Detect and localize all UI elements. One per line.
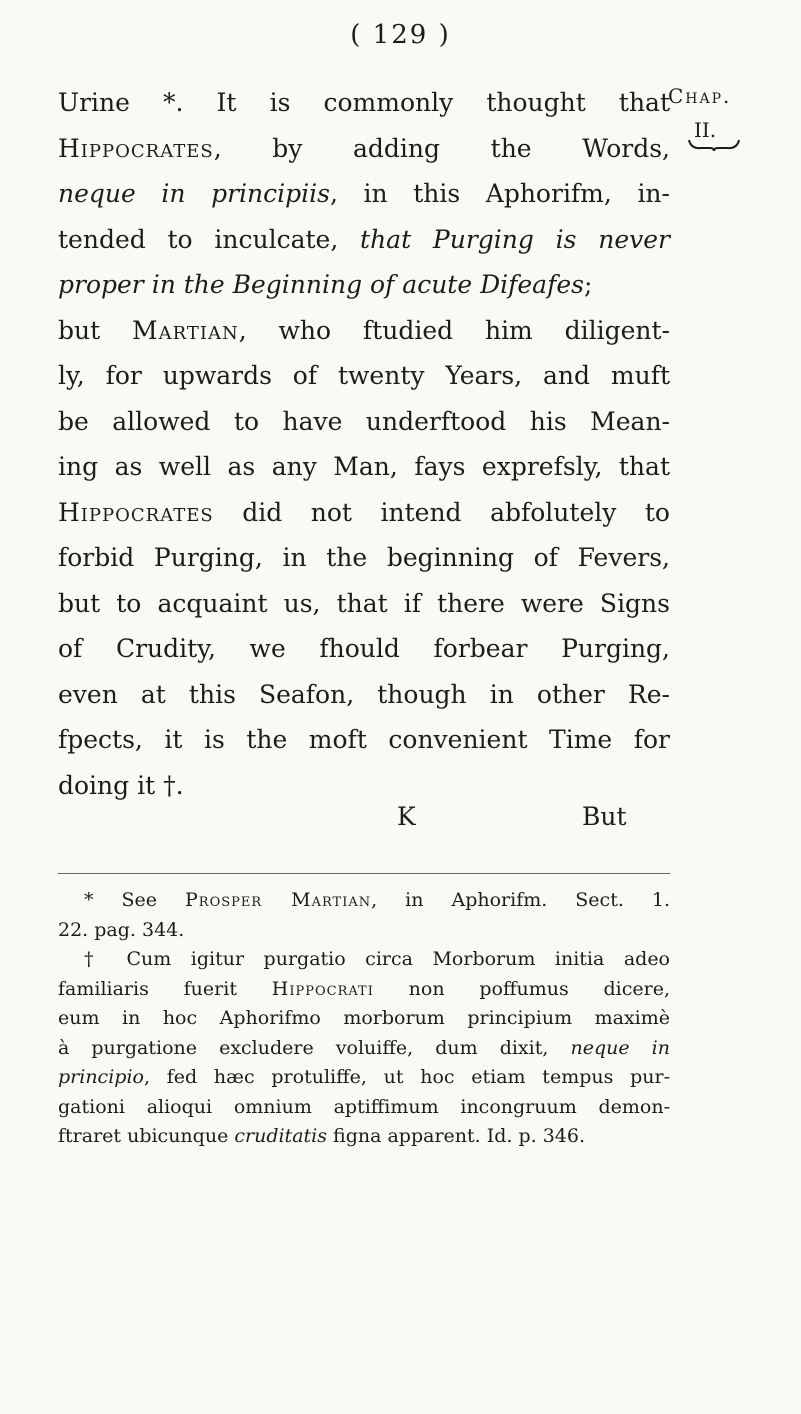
- proper-name: Hippocrates: [58, 133, 214, 163]
- footnote-line: [58, 1004, 670, 1034]
- body-text: [58, 80, 670, 808]
- footnote-rule: [58, 873, 670, 874]
- text-line: [58, 126, 670, 172]
- text-line: [58, 399, 670, 445]
- text-run: † Cum igitur purgatio circa Morborum initia adeo: [84, 948, 670, 970]
- text-run: ;: [583, 270, 593, 299]
- margin-chapter-number: II.: [694, 118, 717, 142]
- footnote-line: [58, 1122, 670, 1152]
- proper-name: Hippocrates: [58, 497, 214, 527]
- text-line: [58, 444, 670, 490]
- text-run: , by adding the Words,: [213, 133, 670, 163]
- margin-brace-icon: [688, 138, 740, 152]
- text-run: ing as well as any Man, fays exprefsly, that: [58, 452, 670, 481]
- catchword: But: [582, 802, 627, 831]
- margin-chapter-label: Chap.: [668, 84, 732, 108]
- text-run: ftraret ubicunque: [58, 1125, 235, 1147]
- italic-text: cruditatis: [234, 1125, 327, 1147]
- proper-name: Martian: [132, 315, 239, 345]
- text-run: fpects, it is the moft convenient Time for: [58, 725, 670, 754]
- text-run: of Crudity, we fhould forbear Purging,: [58, 634, 670, 663]
- footnote-line: [58, 1034, 670, 1064]
- text-run: , who ftudied him diligent-: [238, 315, 671, 345]
- text-run: , in this Aphorifm, in-: [329, 179, 670, 208]
- text-line: [58, 217, 670, 263]
- text-run: eum in hoc Aphorifmo morborum principium maximè: [58, 1007, 670, 1029]
- text-line: [58, 672, 670, 718]
- text-line: [58, 490, 670, 536]
- text-run: be allowed to have underftood his Mean-: [58, 406, 670, 436]
- text-line: [58, 353, 670, 399]
- footnote-line: [58, 945, 670, 975]
- text-run: familiaris fuerit: [58, 977, 272, 1000]
- footnotes: [58, 886, 670, 1152]
- text-line: [58, 80, 670, 126]
- footnote-line: [58, 886, 670, 916]
- text-line: [58, 262, 670, 308]
- signature-mark: K: [397, 802, 416, 831]
- text-run: but to acquaint us, that if there were Signs: [58, 588, 670, 618]
- text-line: [58, 308, 670, 354]
- italic-text: neque in: [570, 1036, 670, 1059]
- footnote-line: [58, 1063, 670, 1093]
- footnote-line: [58, 975, 670, 1005]
- text-run: non poffumus dicere,: [373, 977, 670, 1000]
- italic-text: principio: [58, 1066, 144, 1088]
- text-run: but: [58, 315, 133, 345]
- proper-name: Hippocrati: [271, 977, 374, 1000]
- italic-text: neque in principiis: [58, 179, 330, 208]
- text-line: [58, 171, 670, 217]
- catchword-line: [0, 802, 801, 836]
- text-run: did not intend abfolutely to: [213, 497, 670, 527]
- text-run: à purgatione excludere voluiffe, dum dixit,: [58, 1036, 571, 1059]
- text-run: figna apparent. Id. p. 346.: [326, 1125, 586, 1147]
- text-line: [58, 626, 670, 672]
- text-run: , fed hæc protuliffe, ut hoc etiam tempus pur-: [143, 1066, 670, 1088]
- footnote-line: [58, 916, 670, 946]
- page-number: ( 129 ): [350, 20, 451, 50]
- text-run: * See: [84, 889, 185, 911]
- footnote-line: [58, 1093, 670, 1123]
- text-run: Urine *. It is commonly thought that: [58, 88, 670, 117]
- text-line: [58, 717, 670, 763]
- text-run: ly, for upwards of twenty Years, and muft: [58, 361, 670, 390]
- italic-text: that Purging is never: [360, 224, 670, 254]
- text-run: tended to inculcate,: [58, 224, 361, 254]
- text-run: gationi alioqui omnium aptiffimum incongruum demon-: [58, 1095, 670, 1118]
- text-run: 22. pag. 344.: [58, 918, 185, 941]
- text-run: forbid Purging, in the beginning of Fevers,: [58, 543, 670, 572]
- text-run: , in Aphorifm. Sect. 1.: [371, 889, 670, 911]
- italic-text: proper in the Beginning of acute Difeafes: [58, 270, 584, 299]
- text-run: even at this Seafon, though in other Re-: [58, 679, 670, 709]
- text-line: [58, 535, 670, 581]
- text-line: [58, 581, 670, 627]
- proper-name: Prosper Martian: [185, 889, 372, 911]
- text-run: doing it †.: [58, 770, 184, 800]
